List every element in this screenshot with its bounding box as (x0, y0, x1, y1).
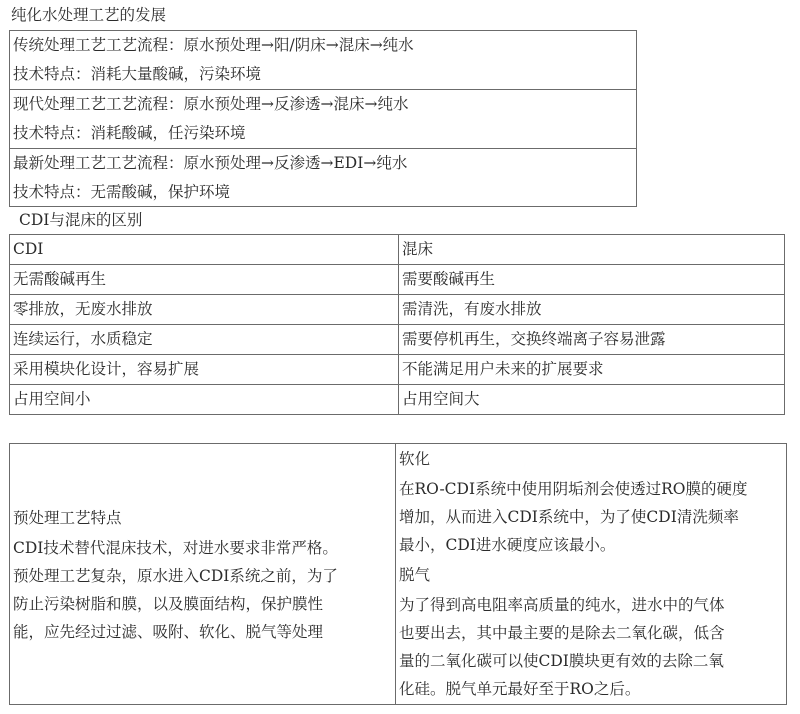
comparison-title: CDI与混床的区别 (19, 211, 143, 229)
table-row (10, 295, 785, 325)
softening-heading: 软化 (399, 450, 431, 468)
mixed-bed-cell: 需要酸碱再生 (399, 265, 785, 295)
process-row-latest (10, 148, 636, 207)
degassing-line: 为了得到高电阻率高质量的纯水，进水中的气体 (399, 596, 725, 614)
softening-line: 在RO-CDI系统中使用阴垢剂会使透过RO膜的硬度 (399, 480, 748, 498)
pretreatment-box (9, 443, 787, 705)
softening-line: 增加，从而进入CDI系统中，为了使CDI清洗频率 (399, 508, 739, 526)
degassing-heading: 脱气 (399, 566, 431, 584)
mixed-bed-cell: 需清洗，有废水排放 (399, 295, 785, 325)
table-row (10, 325, 785, 355)
table-header-row (10, 235, 785, 265)
process-feature-text: 技术特点：无需酸碱，保护环境 (13, 183, 231, 201)
pretreatment-left-cell (10, 444, 396, 704)
header-mixed-bed: 混床 (399, 235, 785, 265)
process-flow-text: 现代处理工艺工艺流程：原水预处理→反渗透→混床→纯水 (13, 95, 409, 113)
process-flow-text: 最新处理工艺工艺流程：原水预处理→反渗透→EDI→纯水 (13, 154, 408, 172)
cdi-cell: 无需酸碱再生 (10, 265, 399, 295)
process-feature-text: 技术特点：消耗酸碱，任污染环境 (13, 124, 246, 142)
pretreatment-line: 能，应先经过过滤、吸附、软化、脱气等处理 (13, 623, 324, 641)
process-row-traditional (10, 31, 636, 89)
softening-line: 最小，CDI进水硬度应该最小。 (399, 536, 616, 554)
table-row (10, 355, 785, 385)
process-row-modern (10, 89, 636, 148)
degassing-line: 也要出去，其中最主要的是除去二氧化碳，低含 (399, 624, 725, 642)
cdi-cell: 零排放，无废水排放 (10, 295, 399, 325)
page-title: 纯化水处理工艺的发展 (11, 6, 167, 24)
comparison-table (9, 234, 785, 415)
table-row (10, 385, 785, 415)
process-feature-text: 技术特点：消耗大量酸碱，污染环境 (13, 65, 262, 83)
process-evolution-box (9, 30, 637, 207)
table-row (10, 265, 785, 295)
pretreatment-line: 预处理工艺复杂，原水进入CDI系统之前，为了 (13, 567, 338, 585)
cdi-cell: 连续运行，水质稳定 (10, 325, 399, 355)
pretreatment-heading: 预处理工艺特点 (13, 509, 122, 527)
degassing-line: 量的二氧化碳可以使CDI膜块更有效的去除二氧 (399, 652, 724, 670)
mixed-bed-cell: 不能满足用户未来的扩展要求 (399, 355, 785, 385)
pretreatment-right-cell (396, 444, 786, 704)
pretreatment-line: 防止污染树脂和膜，以及膜面结构，保护膜性 (13, 595, 324, 613)
degassing-line: 化硅。脱气单元最好至于RO之后。 (399, 680, 641, 698)
header-cdi: CDI (10, 235, 399, 265)
pretreatment-line: CDI技术替代混床技术，对进水要求非常严格。 (13, 539, 338, 557)
mixed-bed-cell: 占用空间大 (399, 385, 785, 415)
cdi-cell: 占用空间小 (10, 385, 399, 415)
process-flow-text: 传统处理工艺工艺流程：原水预处理→阳/阴床→混床→纯水 (13, 36, 414, 54)
mixed-bed-cell: 需要停机再生，交换终端离子容易泄露 (399, 325, 785, 355)
cdi-cell: 采用模块化设计，容易扩展 (10, 355, 399, 385)
